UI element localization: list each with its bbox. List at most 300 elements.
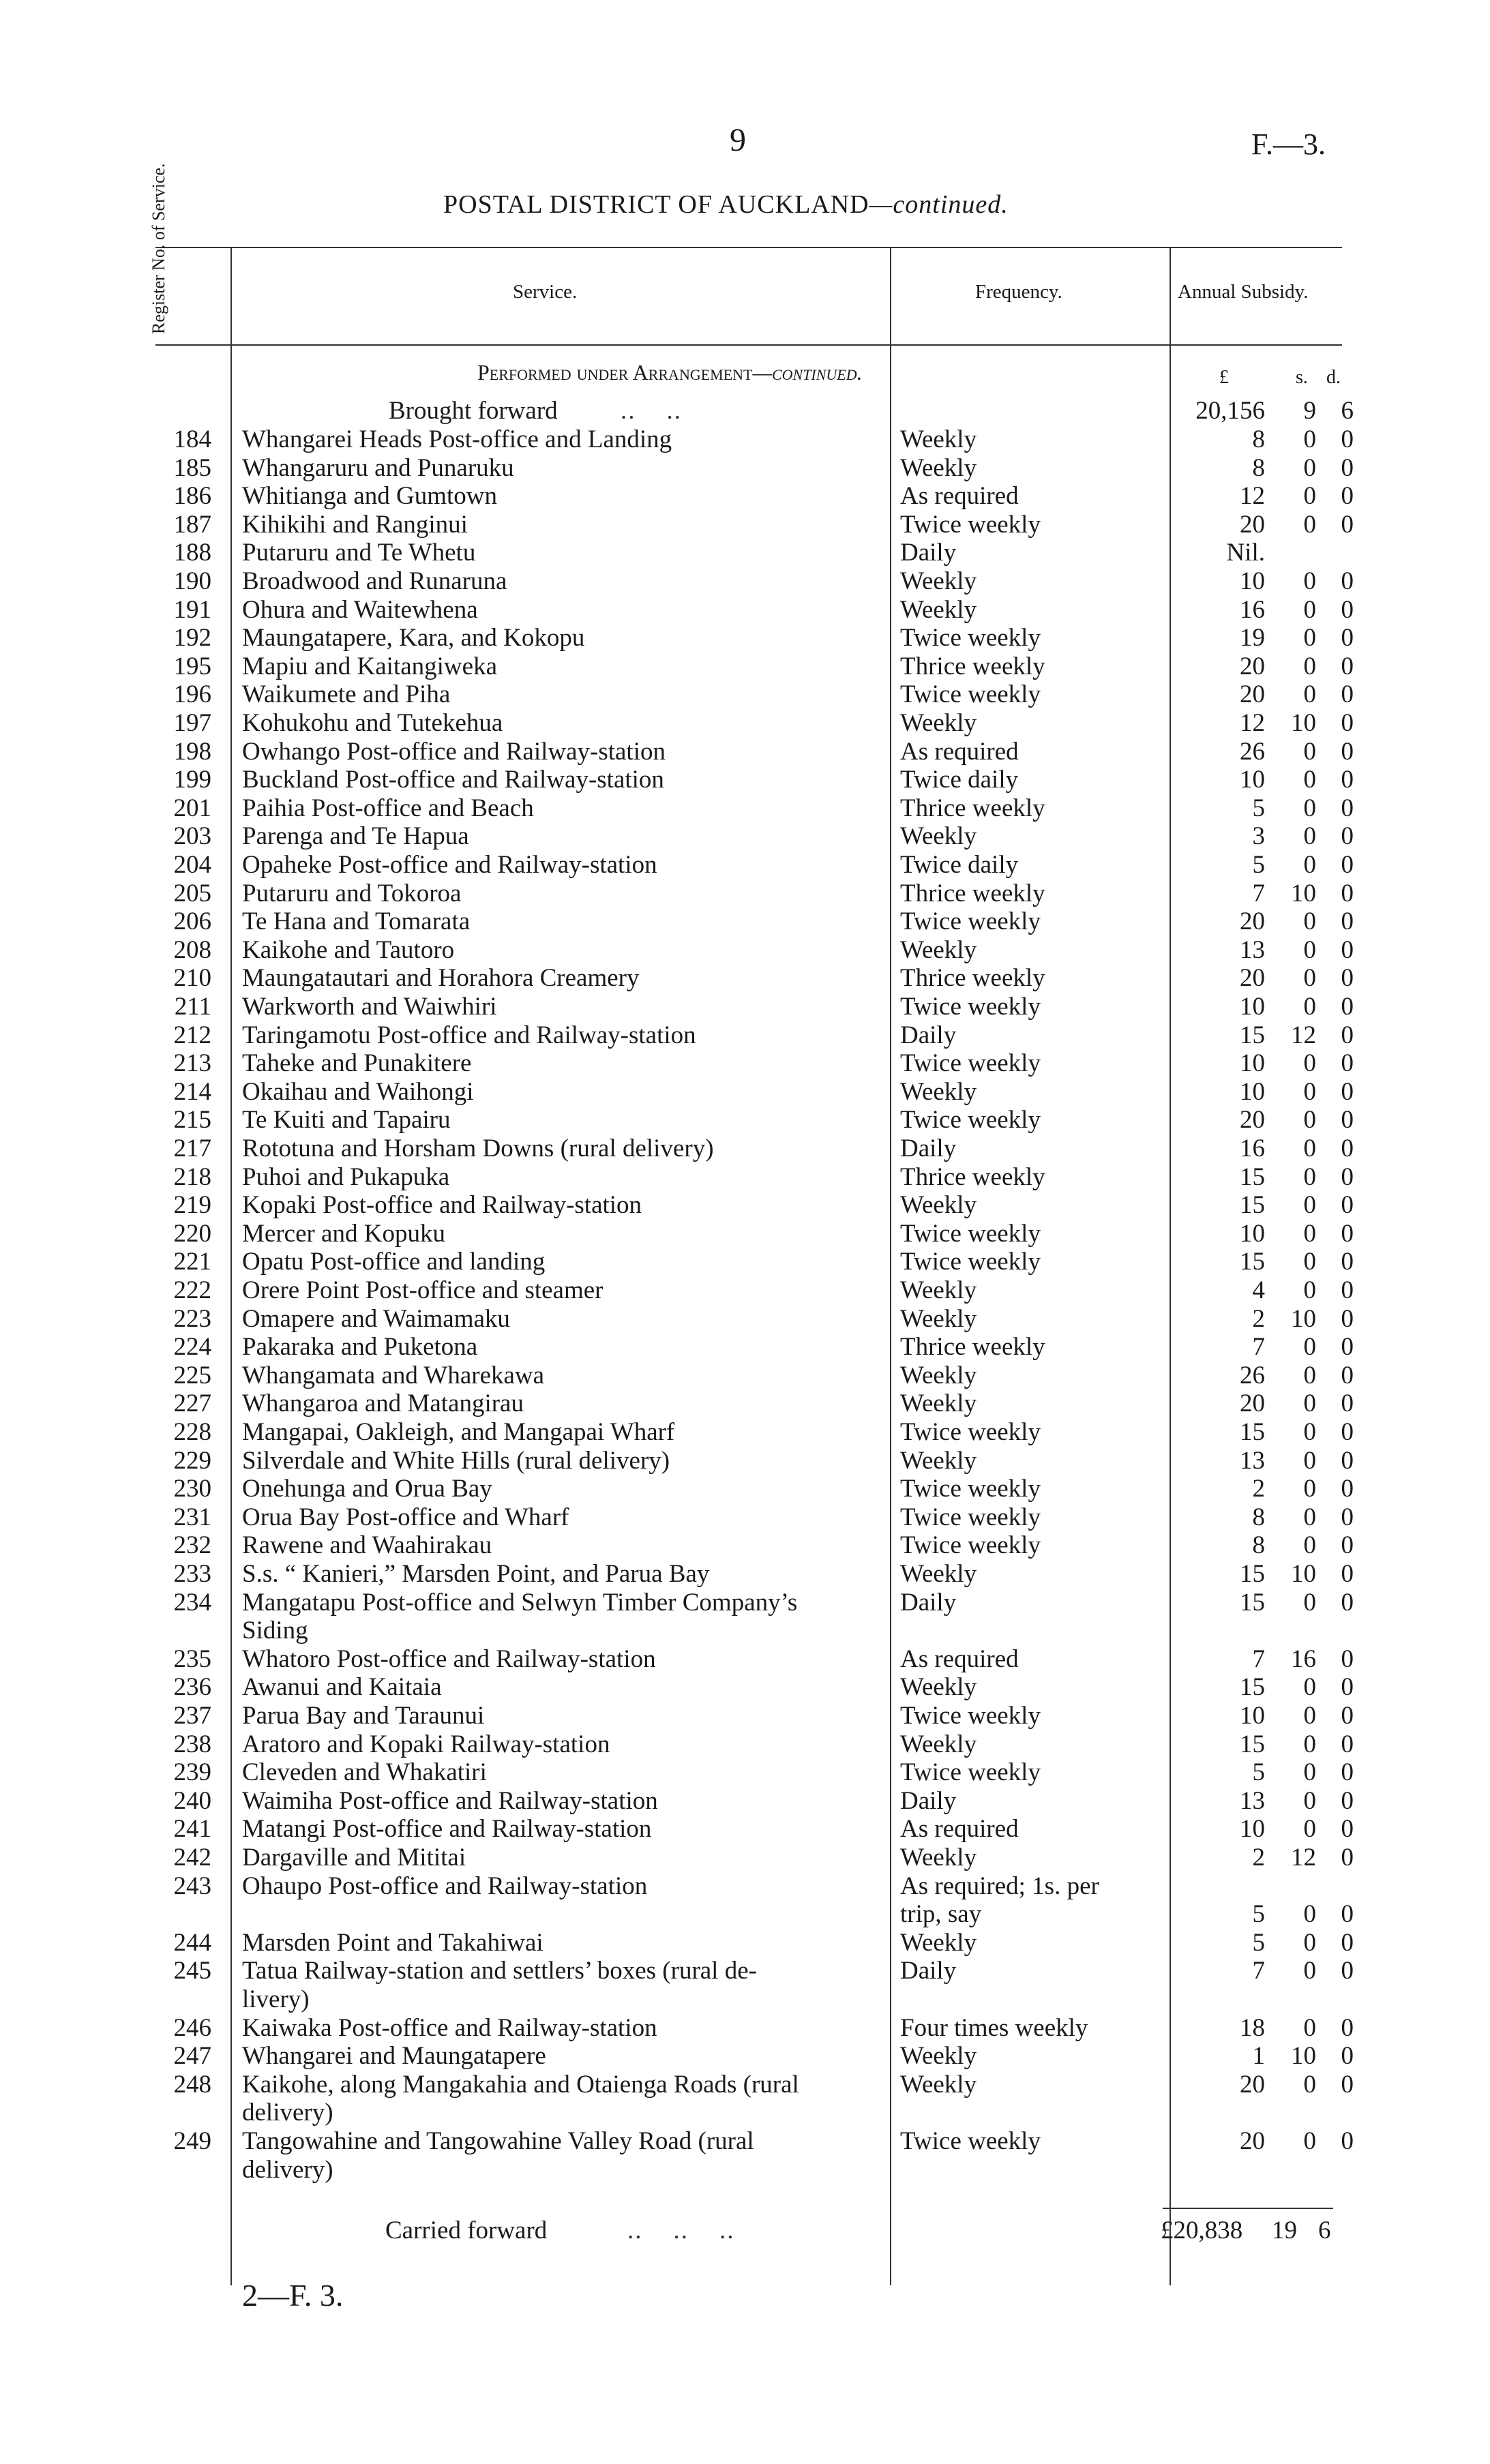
table-row: [0, 1787, 1490, 1816]
subsidy-pounds: 15: [1240, 1021, 1265, 1049]
subsidy-shillings: 0: [1303, 1333, 1316, 1362]
register-number: 211: [174, 993, 211, 1021]
subsidy-pounds: 20: [1240, 652, 1265, 680]
subsidy-shillings: 0: [1303, 1531, 1316, 1560]
service-name: Maungatautari and Horahora Creamery: [242, 964, 640, 993]
brought-forward-shillings: 9: [1303, 397, 1316, 425]
register-number: 196: [173, 680, 211, 709]
register-number: 244: [173, 1928, 211, 1957]
service-name: Kihikihi and Ranginui: [242, 510, 468, 539]
table-row: [0, 1078, 1490, 1107]
service-name: Aratoro and Kopaki Railway-station: [242, 1730, 610, 1758]
service-name: Broadwood and Runaruna: [242, 567, 507, 595]
register-number: 185: [173, 453, 211, 482]
subsidy-shillings: 0: [1303, 1900, 1316, 1929]
subsidy-pence: 0: [1341, 624, 1354, 652]
frequency: Twice weekly: [900, 1503, 1041, 1531]
frequency: Thrice weekly: [900, 879, 1045, 907]
frequency: Daily: [900, 1588, 957, 1617]
subsidy-pence: 0: [1341, 1844, 1354, 1872]
service-name: Mapiu and Kaitangiweka: [242, 652, 497, 680]
subsidy-shillings: 10: [1291, 1304, 1316, 1333]
register-number: 243: [173, 1872, 211, 1900]
subsidy-pounds: 20: [1240, 1389, 1265, 1418]
subsidy-pounds: 12: [1240, 709, 1265, 737]
service-name: Whitianga and Gumtown: [242, 482, 498, 511]
frequency: Twice weekly: [900, 993, 1041, 1021]
subsidy-pence: 0: [1341, 425, 1354, 453]
subsidy-shillings: 0: [1303, 822, 1316, 851]
table-row: [0, 822, 1490, 851]
register-number: 231: [173, 1503, 211, 1531]
table-row: [0, 652, 1490, 681]
register-number: 187: [173, 510, 211, 539]
subsidy-pounds: 8: [1252, 1531, 1265, 1560]
subsidy-pounds: 8: [1252, 1503, 1265, 1531]
service-name: Tatua Railway-station and settlers’ boxes (rural de-: [242, 1957, 757, 1985]
table-row: [0, 482, 1490, 511]
subsidy-shillings: 0: [1303, 624, 1316, 652]
service-name: Ohura and Waitewhena: [242, 595, 478, 624]
subsidy-shillings: 0: [1303, 1503, 1316, 1531]
subsidy-pounds: 8: [1252, 425, 1265, 453]
page-title: [443, 190, 1009, 220]
brought-forward-pounds: 20,156: [1195, 397, 1265, 425]
subsidy-pence: 0: [1341, 964, 1354, 993]
frequency: As required: [900, 1644, 1019, 1673]
subsidy-pence: 0: [1341, 1531, 1354, 1560]
service-name: Paihia Post-office and Beach: [242, 794, 534, 822]
subsidy-shillings: 0: [1303, 1049, 1316, 1078]
subsidy-pence: 0: [1341, 482, 1354, 511]
register-number: 218: [173, 1162, 211, 1191]
subsidy-pounds: 2: [1252, 1844, 1265, 1872]
table-row: [0, 766, 1490, 794]
table-row: [0, 993, 1490, 1021]
subsidy-shillings: 0: [1303, 1702, 1316, 1730]
table-row: [0, 1333, 1490, 1362]
subsidy-shillings: 0: [1303, 425, 1316, 453]
subsidy-shillings: 0: [1303, 794, 1316, 822]
table-row: [0, 964, 1490, 993]
table-row: [0, 2127, 1490, 2184]
service-name: Awanui and Kaitaia: [242, 1673, 442, 1702]
subsidy-pence: 0: [1341, 1446, 1354, 1475]
subsidy-shillings: 0: [1303, 1276, 1316, 1304]
service-name: Buckland Post-office and Railway-station: [242, 766, 664, 794]
subsidy-pence: 0: [1341, 822, 1354, 851]
register-number: 235: [173, 1644, 211, 1673]
service-name: Kaikohe, along Mangakahia and Otaienga Roads (rural: [242, 2070, 799, 2099]
subsidy-pounds: 5: [1252, 794, 1265, 822]
table-row: [0, 1503, 1490, 1532]
table-row: [0, 425, 1490, 454]
service-name: Whangaruru and Punaruku: [242, 453, 514, 482]
service-name-continued: livery): [242, 1985, 310, 2013]
register-number: 210: [173, 964, 211, 993]
subsidy-shillings: 0: [1303, 1135, 1316, 1162]
table-row: [0, 1049, 1490, 1078]
register-number: 238: [173, 1730, 211, 1758]
register-number: 212: [173, 1021, 211, 1049]
service-name: Ohaupo Post-office and Railway-station: [242, 1872, 648, 1900]
frequency: As required; 1s. per: [900, 1872, 1099, 1900]
service-name: Mercer and Kopuku: [242, 1219, 445, 1248]
service-name-continued: delivery): [242, 2155, 333, 2184]
service-name: Tangowahine and Tangowahine Valley Road (rural: [242, 2127, 754, 2155]
register-number: 214: [173, 1077, 211, 1106]
subsidy-pence: 0: [1341, 1135, 1354, 1162]
subsidy-shillings: 0: [1303, 1758, 1316, 1787]
table-row: [0, 1135, 1490, 1163]
subsidy-pounds: 15: [1240, 1162, 1265, 1191]
table-row: [0, 794, 1490, 823]
subsidy-shillings: 12: [1291, 1844, 1316, 1872]
frequency: Twice weekly: [900, 1049, 1041, 1078]
service-name-continued: Siding: [242, 1617, 308, 1645]
table-row: [0, 1248, 1490, 1276]
register-number: 199: [173, 766, 211, 794]
service-name: Orua Bay Post-office and Wharf: [242, 1503, 569, 1531]
subsidy-shillings: 0: [1303, 1191, 1316, 1220]
frequency: Twice weekly: [900, 1475, 1041, 1503]
leader-dots: .. ..: [621, 397, 682, 425]
subsidy-shillings: 10: [1291, 2042, 1316, 2071]
subsidy-pounds: 26: [1240, 737, 1265, 766]
service-name: Taheke and Punakitere: [242, 1049, 472, 1078]
subsidy-shillings: 0: [1303, 1957, 1316, 1985]
subsidy-pence: 0: [1341, 2042, 1354, 2071]
register-number: 228: [173, 1418, 211, 1446]
register-number: 240: [173, 1786, 211, 1815]
register-number: 198: [173, 737, 211, 766]
table-row: [0, 511, 1490, 539]
subsidy-shillings: 0: [1303, 1248, 1316, 1276]
register-number: 197: [173, 709, 211, 737]
frequency: Twice weekly: [900, 1219, 1041, 1248]
subsidy-pence: 0: [1341, 1276, 1354, 1304]
subsidy-shillings: 0: [1303, 1162, 1316, 1191]
service-name: Whangamata and Wharekawa: [242, 1361, 545, 1389]
register-number: 248: [173, 2070, 211, 2099]
subsidy-pounds: 5: [1252, 851, 1265, 879]
frequency: Thrice weekly: [900, 1333, 1045, 1362]
subsidy-pence: 0: [1341, 1021, 1354, 1049]
service-name: Okaihau and Waihongi: [242, 1077, 474, 1106]
service-name: Orere Point Post-office and steamer: [242, 1276, 604, 1304]
register-number: 186: [173, 482, 211, 511]
subsidy-shillings: 0: [1303, 851, 1316, 879]
frequency: Weekly: [900, 425, 977, 453]
service-name: Owhango Post-office and Railway-station: [242, 737, 666, 766]
register-number: 203: [173, 822, 211, 851]
table-top-rule: [155, 247, 1342, 248]
brought-forward-row: [0, 397, 1490, 425]
subsidy-pence: 0: [1341, 766, 1354, 794]
table-row: [0, 1163, 1490, 1192]
frequency: Weekly: [900, 453, 977, 482]
table-row: [0, 1362, 1490, 1390]
frequency: Weekly: [900, 1077, 977, 1106]
leader-dots: .. .. ..: [627, 2217, 735, 2244]
page-number: 9: [730, 122, 746, 158]
subsidy-pence: 0: [1341, 1418, 1354, 1446]
frequency: Weekly: [900, 595, 977, 624]
frequency: Weekly: [900, 1191, 977, 1220]
subsidy-pence: 0: [1341, 1957, 1354, 1985]
subsidy-shillings: 0: [1303, 1361, 1316, 1389]
subsidy-pence: 0: [1341, 1077, 1354, 1106]
frequency: Weekly: [900, 1361, 977, 1389]
register-number: 233: [173, 1560, 211, 1588]
table-row: [0, 1589, 1490, 1645]
subsidy-pounds: 3: [1252, 822, 1265, 851]
register-number: 188: [173, 539, 211, 567]
service-name: Parenga and Te Hapua: [242, 822, 469, 851]
table-row: [0, 1475, 1490, 1503]
title-main: POSTAL DISTRICT OF AUCKLAND: [443, 190, 869, 219]
subsidy-shillings: 10: [1291, 1560, 1316, 1588]
subsidy-shillings: 0: [1303, 1389, 1316, 1418]
register-number: 246: [173, 2013, 211, 2042]
table-row: [0, 880, 1490, 908]
table-row: [0, 1220, 1490, 1248]
register-column-header: Register No. of Service.: [149, 163, 168, 334]
carried-forward-label: Carried forward: [385, 2217, 548, 2244]
table-row: [0, 1815, 1490, 1844]
subsidy-pounds: 10: [1240, 1815, 1265, 1844]
currency-shillings-label: s.: [1296, 367, 1308, 388]
service-name: Cleveden and Whakatiri: [242, 1758, 487, 1787]
subsidy-pounds: 20: [1240, 964, 1265, 993]
register-number: 230: [173, 1475, 211, 1503]
frequency: Weekly: [900, 1928, 977, 1957]
register-number: 234: [173, 1588, 211, 1617]
subsidy-pence: 0: [1341, 680, 1354, 709]
frequency: Weekly: [900, 935, 977, 964]
subsidy-pounds: 5: [1252, 1758, 1265, 1787]
subsidy-pence: 0: [1341, 652, 1354, 680]
subsidy-pounds: 15: [1240, 1418, 1265, 1446]
table-row: [0, 2014, 1490, 2043]
subsidy-shillings: 0: [1303, 2127, 1316, 2155]
table-row: [0, 567, 1490, 596]
table-row: [0, 1758, 1490, 1787]
frequency: Daily: [900, 539, 957, 567]
register-number: 223: [173, 1304, 211, 1333]
subsidy-pounds: 15: [1240, 1730, 1265, 1758]
service-name: Waimiha Post-office and Railway-station: [242, 1786, 658, 1815]
register-number: 213: [173, 1049, 211, 1078]
table-row: [0, 1531, 1490, 1560]
register-number: 242: [173, 1844, 211, 1872]
subsidy-pounds: Nil.: [1226, 539, 1265, 567]
register-number: 222: [173, 1276, 211, 1304]
subsidy-shillings: 0: [1303, 1588, 1316, 1617]
subsidy-shillings: 0: [1303, 2013, 1316, 2042]
frequency: Weekly: [900, 1304, 977, 1333]
subsidy-shillings: 0: [1303, 567, 1316, 595]
table-row: [0, 1447, 1490, 1475]
service-name: Rototuna and Horsham Downs (rural delivery): [242, 1135, 714, 1162]
frequency: Twice weekly: [900, 1418, 1041, 1446]
subsidy-pounds: 20: [1240, 907, 1265, 936]
service-name-continued: delivery): [242, 2099, 333, 2127]
subsidy-pounds: 4: [1252, 1276, 1265, 1304]
subsidy-shillings: 0: [1303, 737, 1316, 766]
subsidy-shillings: 0: [1303, 1475, 1316, 1503]
register-number: 247: [173, 2042, 211, 2071]
currency-pence-label: d.: [1326, 367, 1341, 388]
service-name: Kaikohe and Tautoro: [242, 935, 455, 964]
register-number: 232: [173, 1531, 211, 1560]
service-name: Te Kuiti and Tapairu: [242, 1106, 451, 1135]
subsidy-shillings: 0: [1303, 1730, 1316, 1758]
frequency: Weekly: [900, 2070, 977, 2099]
service-name: Kopaki Post-office and Railway-station: [242, 1191, 642, 1220]
service-name: Onehunga and Orua Bay: [242, 1475, 492, 1503]
table-row: [0, 1957, 1490, 2013]
frequency-continued: trip, say: [900, 1900, 982, 1929]
register-number: 229: [173, 1446, 211, 1475]
subsidy-shillings: 0: [1303, 1815, 1316, 1844]
service-name: Pakaraka and Puketona: [242, 1333, 478, 1362]
subsidy-pounds: 15: [1240, 1588, 1265, 1617]
subsidy-pounds: 1: [1252, 2042, 1265, 2071]
service-name: Matangi Post-office and Railway-station: [242, 1815, 652, 1844]
service-name: Whangarei and Maungatapere: [242, 2042, 546, 2071]
register-number: 219: [173, 1191, 211, 1220]
subsidy-column-header: Annual Subsidy.: [1178, 281, 1309, 303]
section-heading: [477, 360, 863, 385]
table-row: [0, 1305, 1490, 1334]
subsidy-pence: 0: [1341, 2127, 1354, 2155]
subsidy-pounds: 10: [1240, 1077, 1265, 1106]
subsidy-shillings: 0: [1303, 964, 1316, 993]
service-name: S.s. “ Kanieri,” Marsden Point, and Parua Bay: [242, 1560, 710, 1588]
service-name: Opaheke Post-office and Railway-station: [242, 851, 657, 879]
table-row: [0, 1276, 1490, 1305]
subsidy-pounds: 15: [1240, 1191, 1265, 1220]
subsidy-pounds: 13: [1240, 935, 1265, 964]
subsidy-pence: 0: [1341, 1730, 1354, 1758]
register-number: 215: [173, 1106, 211, 1135]
frequency: Four times weekly: [900, 2013, 1088, 2042]
frequency: As required: [900, 737, 1019, 766]
table-row: [0, 851, 1490, 880]
subsidy-pence: 0: [1341, 510, 1354, 539]
frequency: Twice weekly: [900, 1758, 1041, 1787]
service-name: Mangatapu Post-office and Selwyn Timber Company’s: [242, 1588, 798, 1617]
service-name: Omapere and Waimamaku: [242, 1304, 510, 1333]
subsidy-shillings: 0: [1303, 680, 1316, 709]
table-row: [0, 680, 1490, 709]
subsidy-pounds: 12: [1240, 482, 1265, 511]
currency-pound-label: £: [1219, 367, 1229, 388]
frequency: Daily: [900, 1135, 957, 1162]
subsidy-pounds: 8: [1252, 453, 1265, 482]
service-name: Whatoro Post-office and Railway-station: [242, 1644, 656, 1673]
subsidy-pence: 0: [1341, 1644, 1354, 1673]
subsidy-pounds: 7: [1252, 1333, 1265, 1362]
subsidy-shillings: 0: [1303, 766, 1316, 794]
frequency: Thrice weekly: [900, 652, 1045, 680]
subsidy-pence: 0: [1341, 1361, 1354, 1389]
frequency: Twice weekly: [900, 2127, 1041, 2155]
service-name: Kaiwaka Post-office and Railway-station: [242, 2013, 657, 2042]
subsidy-pounds: 20: [1240, 510, 1265, 539]
header-bottom-rule: [155, 344, 1342, 346]
subsidy-pounds: 7: [1252, 1644, 1265, 1673]
frequency: Thrice weekly: [900, 1162, 1045, 1191]
register-number: 220: [173, 1219, 211, 1248]
subsidy-shillings: 0: [1303, 652, 1316, 680]
register-number: 184: [173, 425, 211, 453]
subsidy-pence: 0: [1341, 1673, 1354, 1702]
subsidy-pounds: 2: [1252, 1475, 1265, 1503]
table-row: [0, 454, 1490, 483]
table-row: [0, 1872, 1490, 1929]
register-number: 204: [173, 851, 211, 879]
subsidy-pounds: 20: [1240, 1106, 1265, 1135]
subsidy-pounds: 18: [1240, 2013, 1265, 2042]
service-name: Te Hana and Tomarata: [242, 907, 471, 936]
subsidy-shillings: 0: [1303, 1077, 1316, 1106]
subsidy-shillings: 10: [1291, 879, 1316, 907]
register-number: 192: [173, 624, 211, 652]
carried-forward-pence: 6: [1318, 2217, 1331, 2244]
service-name: Taringamotu Post-office and Railway-station: [242, 1021, 696, 1049]
carried-forward-total: £20,838: [1161, 2217, 1243, 2244]
subsidy-pounds: 16: [1240, 595, 1265, 624]
subsidy-pence: 0: [1341, 567, 1354, 595]
service-name: Dargaville and Mititai: [242, 1844, 466, 1872]
service-name: Rawene and Waahirakau: [242, 1531, 492, 1560]
service-name: Warkworth and Waiwhiri: [242, 993, 497, 1021]
frequency: Thrice weekly: [900, 794, 1045, 822]
register-number: 225: [173, 1361, 211, 1389]
signature-mark: 2—F. 3.: [242, 2278, 344, 2313]
subsidy-pounds: 15: [1240, 1248, 1265, 1276]
subsidy-pounds: 15: [1240, 1673, 1265, 1702]
subsidy-shillings: 10: [1291, 709, 1316, 737]
register-number: 190: [173, 567, 211, 595]
subsidy-pence: 0: [1341, 1304, 1354, 1333]
subsidy-pounds: 15: [1240, 1560, 1265, 1588]
subsidy-pence: 0: [1341, 1389, 1354, 1418]
subsidy-pence: 0: [1341, 1588, 1354, 1617]
subsidy-pounds: 10: [1240, 993, 1265, 1021]
frequency: Weekly: [900, 1844, 977, 1872]
frequency: Twice weekly: [900, 1531, 1041, 1560]
register-number: 227: [173, 1389, 211, 1418]
subsidy-shillings: 0: [1303, 935, 1316, 964]
service-name: Puhoi and Pukapuka: [242, 1162, 450, 1191]
frequency: Twice weekly: [900, 1248, 1041, 1276]
service-name: Whangarei Heads Post-office and Landing: [242, 425, 672, 453]
subsidy-shillings: 0: [1303, 1786, 1316, 1815]
frequency: Daily: [900, 1021, 957, 1049]
frequency-column-header: Frequency.: [975, 281, 1062, 303]
subsidy-pence: 0: [1341, 935, 1354, 964]
subsidy-shillings: 0: [1303, 1106, 1316, 1135]
subsidy-pence: 0: [1341, 1219, 1354, 1248]
brought-forward-pence: 6: [1341, 397, 1354, 425]
subsidy-pence: 0: [1341, 1191, 1354, 1220]
table-row: [0, 1929, 1490, 1957]
frequency: Weekly: [900, 1560, 977, 1588]
service-name: Mangapai, Oakleigh, and Mangapai Wharf: [242, 1418, 675, 1446]
